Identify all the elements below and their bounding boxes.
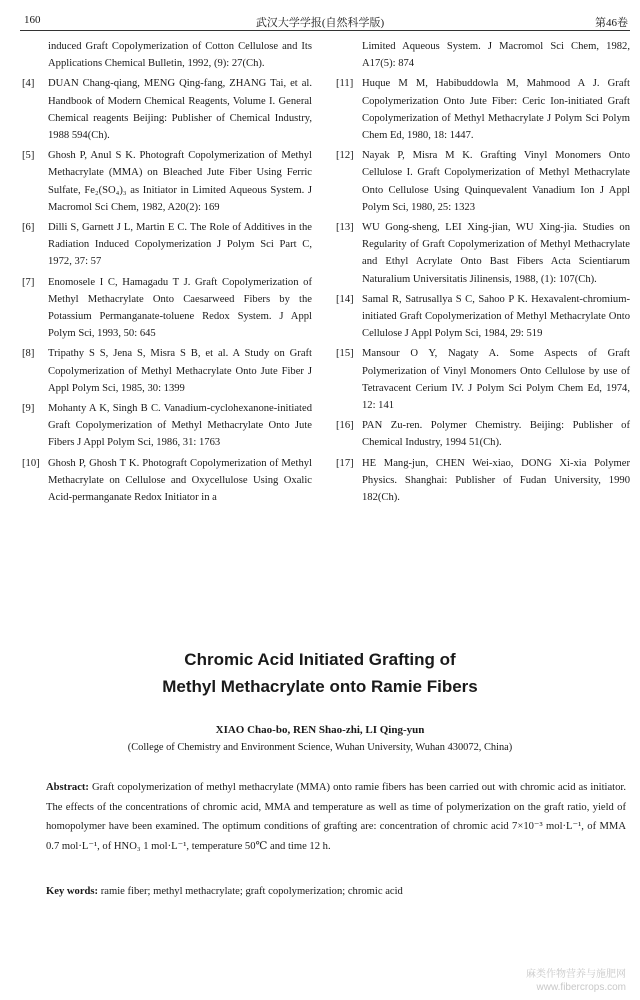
journal-name: 武汉大学学报(自然科学版) <box>255 17 385 29</box>
reference-number: [13] <box>336 222 354 234</box>
reference-text: WU Gong-sheng, LEI Xing-jian, WU Xing-jia. Studies on Regularity of Graft Copolymerization of Methyl Methacrylate and Ethyl Acrylate Onto Bast Fibers Acta Scientiarum Naturalium Universitatis Jilinensis, 1988, (1): 107(Ch). <box>362 222 630 285</box>
reference-text: Nayak P, Misra M K. Grafting Vinyl Monomers Onto Cellulose I. Graft Copolymerization of Methyl Methacrylate Onto Cellulose Using Quinquevalent Vanadium Ion J Appl Polym Sci, 1980, 25: 1323 <box>362 150 630 213</box>
abstract-text: Graft copolymerization of methyl methacrylate (MMA) onto ramie fibers has been carried out with chromic acid as initiator. The effects of the concentrations of chromic acid, MMA and temperature as well as time of polymerization on the graft ratio, yield of homopolymer have been examined. The optimum conditions of grafting are: concentration of chromic acid 7×10⁻³ mol·L⁻¹, of MMA 0.7 mol·L⁻¹, of HNO₃ 1 mol·L⁻¹, temperature 50℃ and time 12 h. <box>46 782 626 852</box>
reference-item <box>336 147 630 216</box>
reference-text: Dilli S, Garnett J L, Martin E C. The Role of Additives in the Radiation Induced Copolymerization J Polym Sci Part C, 1972, 37: 57 <box>48 222 312 268</box>
reference-item <box>336 455 630 507</box>
reference-text: Samal R, Satrusallya S C, Sahoo P K. Hexavalent-chromium-initiated Graft Copolymerization of Methyl Methacrylate Onto Cellulose J Appl Polym Sci, 1984, 29: 519 <box>362 293 630 340</box>
reference-item <box>336 75 630 144</box>
page-header <box>0 6 640 28</box>
watermark-line-1: 麻类作物营养与施肥网 <box>526 969 626 980</box>
reference-item <box>22 345 312 397</box>
keywords-text: ramie fiber; methyl methacrylate; graft copolymerization; chromic acid <box>100 886 403 897</box>
references-right-column <box>336 38 630 509</box>
authors: XIAO Chao-bo, REN Shao-zhi, LI Qing-yun <box>215 724 425 736</box>
reference-number: [8] <box>22 348 35 360</box>
reference-number: [14] <box>336 293 354 305</box>
reference-item <box>22 455 312 507</box>
volume-number: 第46卷 <box>595 17 628 29</box>
reference-number: [16] <box>336 420 354 432</box>
reference-item <box>22 75 312 144</box>
keywords-label: Key words: <box>46 886 99 897</box>
reference-number: [12] <box>336 150 354 162</box>
reference-number: [6] <box>22 222 35 234</box>
reference-text: Limited Aqueous System. J Macromol Sci Chem, 1982, A17(5): 874 <box>362 41 630 70</box>
keywords <box>46 886 626 897</box>
reference-item <box>22 38 312 72</box>
reference-item <box>336 417 630 451</box>
references-left-column <box>22 38 312 509</box>
reference-number: [11] <box>336 78 354 90</box>
reference-item <box>22 147 312 216</box>
reference-item <box>22 274 312 343</box>
header-rule <box>20 30 630 31</box>
reference-number: [17] <box>336 457 354 469</box>
affiliation: (College of Chemistry and Environment Science, Wuhan University, Wuhan 430072, China) <box>127 742 513 753</box>
abstract <box>46 778 626 856</box>
reference-text: PAN Zu-ren. Polymer Chemistry. Beijing: Publisher of Chemical Industry, 1994 51(Ch). <box>362 420 630 449</box>
reference-text: Ghosh P, Ghosh T K. Photograft Copolymerization of Methyl Methacrylate on Cellulose and Oxycellulose Using Oxalic Acid-permanganate Redox Initiator in a <box>48 457 312 504</box>
reference-item <box>336 38 630 72</box>
reference-item <box>336 345 630 414</box>
reference-text: Mohanty A K, Singh B C. Vanadium-cyclohexanone-initiated Graft Copolymerization of Methyl Methacrylate Onto Jute Fibers J Appl Polym Sci, 1986, 31: 1763 <box>48 403 312 449</box>
article-title-line-1: Chromic Acid Initiated Grafting of <box>184 650 456 669</box>
watermark-line-2: www.fibercrops.com <box>536 982 626 993</box>
reference-text: Huque M M, Habibuddowla M, Mahmood A J. Graft Copolymerization Onto Jute Fiber: Ceric Ion-initiated Graft Copolymerization of Methyl Methacrylate J Polym Sci Polym Chem Ed, 1980, 18: 1447. <box>362 78 630 142</box>
abstract-label: Abstract: <box>46 782 89 793</box>
reference-item <box>336 291 630 343</box>
watermark <box>526 968 626 994</box>
reference-item <box>22 219 312 271</box>
reference-number: [7] <box>22 276 35 288</box>
reference-text: Enomosele I C, Hamagadu T J. Graft Copolymerization of Methyl Methacrylate Onto Caesarweed Fibers by the Potassium Permanganate-toluene Redox System. J Appl Polym Sci, 1993, 50: 645 <box>48 276 312 340</box>
reference-number: [9] <box>22 403 35 415</box>
reference-text: Mansour O Y, Nagaty A. Some Aspects of Graft Polymerization of Vinyl Monomers Onto Cellulose by use of Tetravacent Cerium IV. J Polym Sci Polym Chem Ed, 1974, 12: 141 <box>362 348 630 412</box>
reference-text: Tripathy S S, Jena S, Misra S B, et al. A Study on Graft Copolymerization of Methyl Methacrylate Onto Jute Fiber J Appl Polym Sci, 1985, 30: 1399 <box>48 348 312 394</box>
page-number: 160 <box>24 14 41 26</box>
reference-text: induced Graft Copolymerization of Cotton Cellulose and Its Applications Chemical Bulletin, 1992, (9): 27(Ch). <box>48 41 312 70</box>
reference-number: [5] <box>22 150 35 162</box>
reference-number: [4] <box>22 78 35 90</box>
article-title-line-2: Methyl Methacrylate onto Ramie Fibers <box>162 677 478 696</box>
reference-number: [15] <box>336 348 354 360</box>
reference-text: DUAN Chang-qiang, MENG Qing-fang, ZHANG Tai, et al. Handbook of Modern Chemical Reagents, Volume I. General Chemical reagents Beijing: Publisher of Chemical Industry, 1988 594(Ch). <box>48 78 312 142</box>
reference-item <box>336 219 630 288</box>
reference-number: [10] <box>22 457 40 469</box>
reference-text: Ghosh P, Anul S K. Photograft Copolymerization of Methyl Methacrylate (MMA) on Bleached Jute Fiber Using Ferric Sulfate, Fe₂(SO₄)₃ as Initiator in Limited Aqueous System. J Macromol Sci Chem, 1982, A20(2): 169 <box>48 150 312 213</box>
reference-text: HE Mang-jun, CHEN Wei-xiao, DONG Xi-xia Polymer Physics. Shanghai: Publisher of Fudan University, 1990 182(Ch). <box>362 457 630 504</box>
reference-item <box>22 400 312 452</box>
